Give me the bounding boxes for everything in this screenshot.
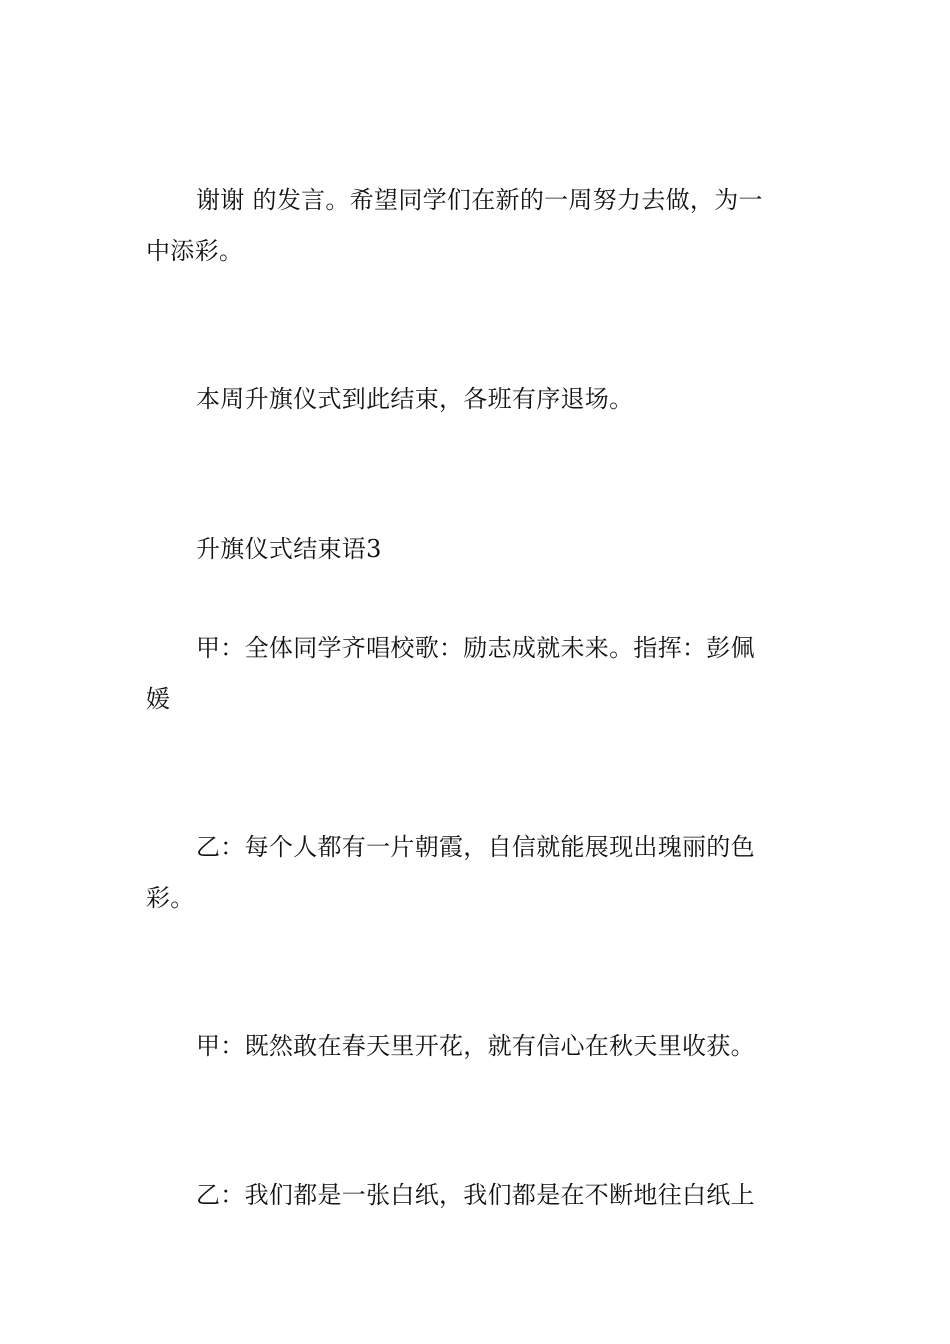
paragraph-1-line-2: 中添彩。 (146, 237, 244, 265)
paragraph-4-line-2: 媛 (146, 685, 171, 713)
paragraph-4-line-1: 甲：全体同学齐唱校歌：励志成就未来。指挥：彭佩 (196, 634, 755, 662)
paragraph-6-line-1: 甲：既然敢在春天里开花，就有信心在秋天里收获。 (196, 1032, 755, 1060)
paragraph-5-line-1: 乙：每个人都有一片朝霞，自信就能展现出瑰丽的色 (196, 833, 755, 861)
paragraph-1-line-1: 谢谢 的发言。希望同学们在新的一周努力去做，为一 (196, 186, 763, 214)
paragraph-2-line-1: 本周升旗仪式到此结束，各班有序退场。 (196, 385, 634, 413)
paragraph-5-line-2: 彩。 (146, 884, 195, 912)
paragraph-7-line-1: 乙：我们都是一张白纸，我们都是在不断地往白纸上 (196, 1181, 755, 1209)
section-heading: 升旗仪式结束语3 (196, 535, 382, 563)
